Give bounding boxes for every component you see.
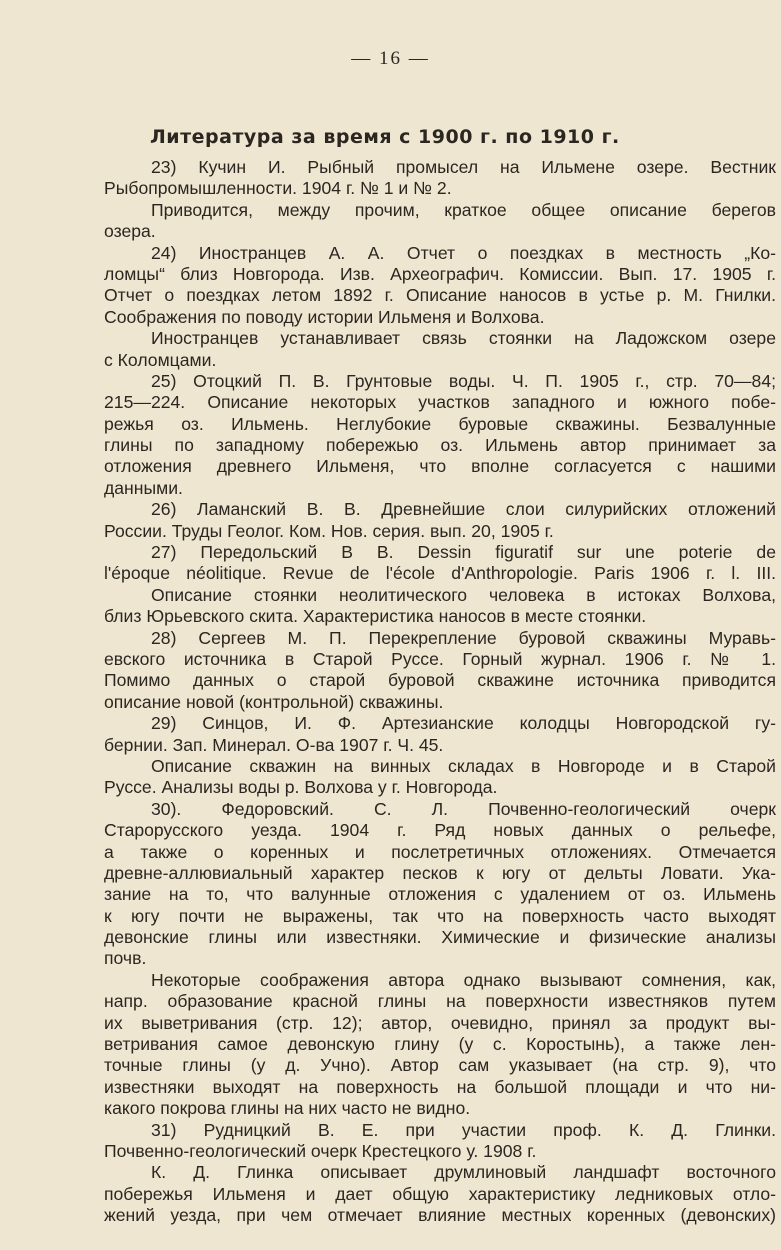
text-line: 31) Рудницкий В. Е. при участии проф. К. Д. Глинки. — [151, 1119, 776, 1140]
text-line: Описание скважин на винных складах в Новгороде и в Старой — [151, 755, 776, 776]
text-line: l'époque néolitique. Revue de l'école d'Anthropologie. Paris 1906 г. l. III. — [104, 563, 776, 584]
text-line: Иностранцев устанавливает связь стоянки на Ладожском озере — [151, 328, 776, 349]
text-line: к югу почти не выражены, так что на поверхность часто выходят — [104, 905, 776, 926]
text-line: Описание стоянки неолитического человека в истоках Волхова, — [151, 584, 776, 605]
text-line: Соображения по поводу истории Ильменя и Волхова. — [104, 306, 545, 327]
text-line: древне-аллювиальный характер песков к югу от дельты Ловати. Ука- — [104, 862, 776, 883]
text-line: описание новой (контрольной) скважины. — [104, 691, 444, 712]
text-line: ломцы“ близ Новгорода. Изв. Археографич. Комиссии. Вып. 17. 1905 г. — [104, 263, 776, 284]
text-line: близ Юрьевского скита. Характеристика наносов в месте стоянки. — [104, 606, 647, 627]
text-line: побережья Ильменя и дает общую характеристику ледниковых отло- — [104, 1183, 776, 1204]
text-line: жений уезда, при чем отмечает влияние местных коренных (девонских) — [104, 1205, 776, 1226]
text-line: режья оз. Ильмень. Неглубокие буровые скважины. Безвалунные — [104, 413, 776, 434]
text-line: Рыбопромышленности. 1904 г. № 1 и № 2. — [104, 178, 452, 199]
text-line: Старорусского уезда. 1904 г. Ряд новых данных о рельефе, — [104, 820, 776, 841]
text-line: Руссе. Анализы воды р. Волхова у г. Новгорода. — [104, 777, 498, 798]
text-line: напр. образование красной глины на поверхности известняков путем — [104, 991, 776, 1012]
text-line: России. Труды Геолог. Ком. Нов. серия. вып. 20, 1905 г. — [104, 520, 554, 541]
text-line: 24) Иностранцев А. А. Отчет о поездках в местность „Ко- — [151, 242, 776, 263]
body-text — [104, 157, 776, 1227]
text-line: точные глины (у д. Учно). Автор сам указывает (на стр. 9), что — [104, 1055, 776, 1076]
text-line: их выветривания (стр. 12); автор, очевидно, принял за продукт вы- — [104, 1012, 776, 1033]
text-line: Некоторые соображения автора однако вызывают сомнения, как, — [151, 969, 776, 990]
text-line: 30). Федоровский. С. Л. Почвенно-геологический очерк — [151, 798, 776, 819]
text-line: Приводится, между прочим, краткое общее описание берегов — [151, 199, 776, 220]
text-line: с Коломцами. — [104, 349, 217, 370]
text-line: зание на то, что валунные отложения с удалением от оз. Ильмень — [104, 884, 776, 905]
text-line: девонские глины или известняки. Химические и физические анализы — [104, 927, 776, 948]
text-line: К. Д. Глинка описывает друмлиновый ландшафт восточного — [151, 1162, 776, 1183]
text-line: 26) Ламанский В. В. Древнейшие слои силурийских отложений — [151, 499, 776, 520]
text-line: евского источника в Старой Руссе. Горный журнал. 1906 г. № 1. — [104, 648, 776, 669]
page-number: — 16 — — [351, 48, 430, 69]
text-line: какого покрова глины на них часто не видно. — [104, 1098, 471, 1119]
text-line: 215—224. Описание некоторых участков западного и южного побе- — [104, 392, 776, 413]
text-line: данными. — [104, 477, 183, 498]
text-line: отложения древнего Ильменя, что вполне согласуется с нашими — [104, 456, 776, 477]
text-line: озера. — [104, 221, 156, 242]
text-line: 27) Передольский В В. Dessin figuratif sur une poterie de — [151, 542, 776, 563]
text-line: известняки выходят на поверхность на большой площади и что ни- — [104, 1076, 776, 1097]
text-line: ветривания самое девонскую глину (у с. Коростынь), а также лен- — [104, 1034, 776, 1055]
text-line: а также о коренных и послетретичных отложениях. Отмечается — [104, 841, 776, 862]
text-line: 28) Сергеев М. П. Перекрепление буровой скважины Муравь- — [151, 627, 776, 648]
text-line: Отчет о поездках летом 1892 г. Описание наносов в устье р. М. Гнилки. — [104, 285, 776, 306]
text-line: бернии. Зап. Минерал. О-ва 1907 г. Ч. 45. — [104, 734, 444, 755]
text-line: Почвенно-геологический очерк Крестецкого у. 1908 г. — [104, 1140, 537, 1161]
text-line: 29) Синцов, И. Ф. Артезианские колодцы Новгородской гу- — [151, 713, 776, 734]
text-line: 23) Кучин И. Рыбный промысел на Ильмене озере. Вестник — [151, 157, 776, 177]
section-heading: Литература за время с 1900 г. по 1910 г. — [150, 126, 620, 148]
text-line: 25) Отоцкий П. В. Грунтовые воды. Ч. П. 1905 г., стр. 70—84; — [151, 370, 776, 391]
text-line: Помимо данных о старой буровой скважине источника приводится — [104, 670, 776, 691]
text-line: почв. — [104, 948, 147, 969]
text-line: глины по западному побережью оз. Ильмень автор принимает за — [104, 435, 776, 456]
